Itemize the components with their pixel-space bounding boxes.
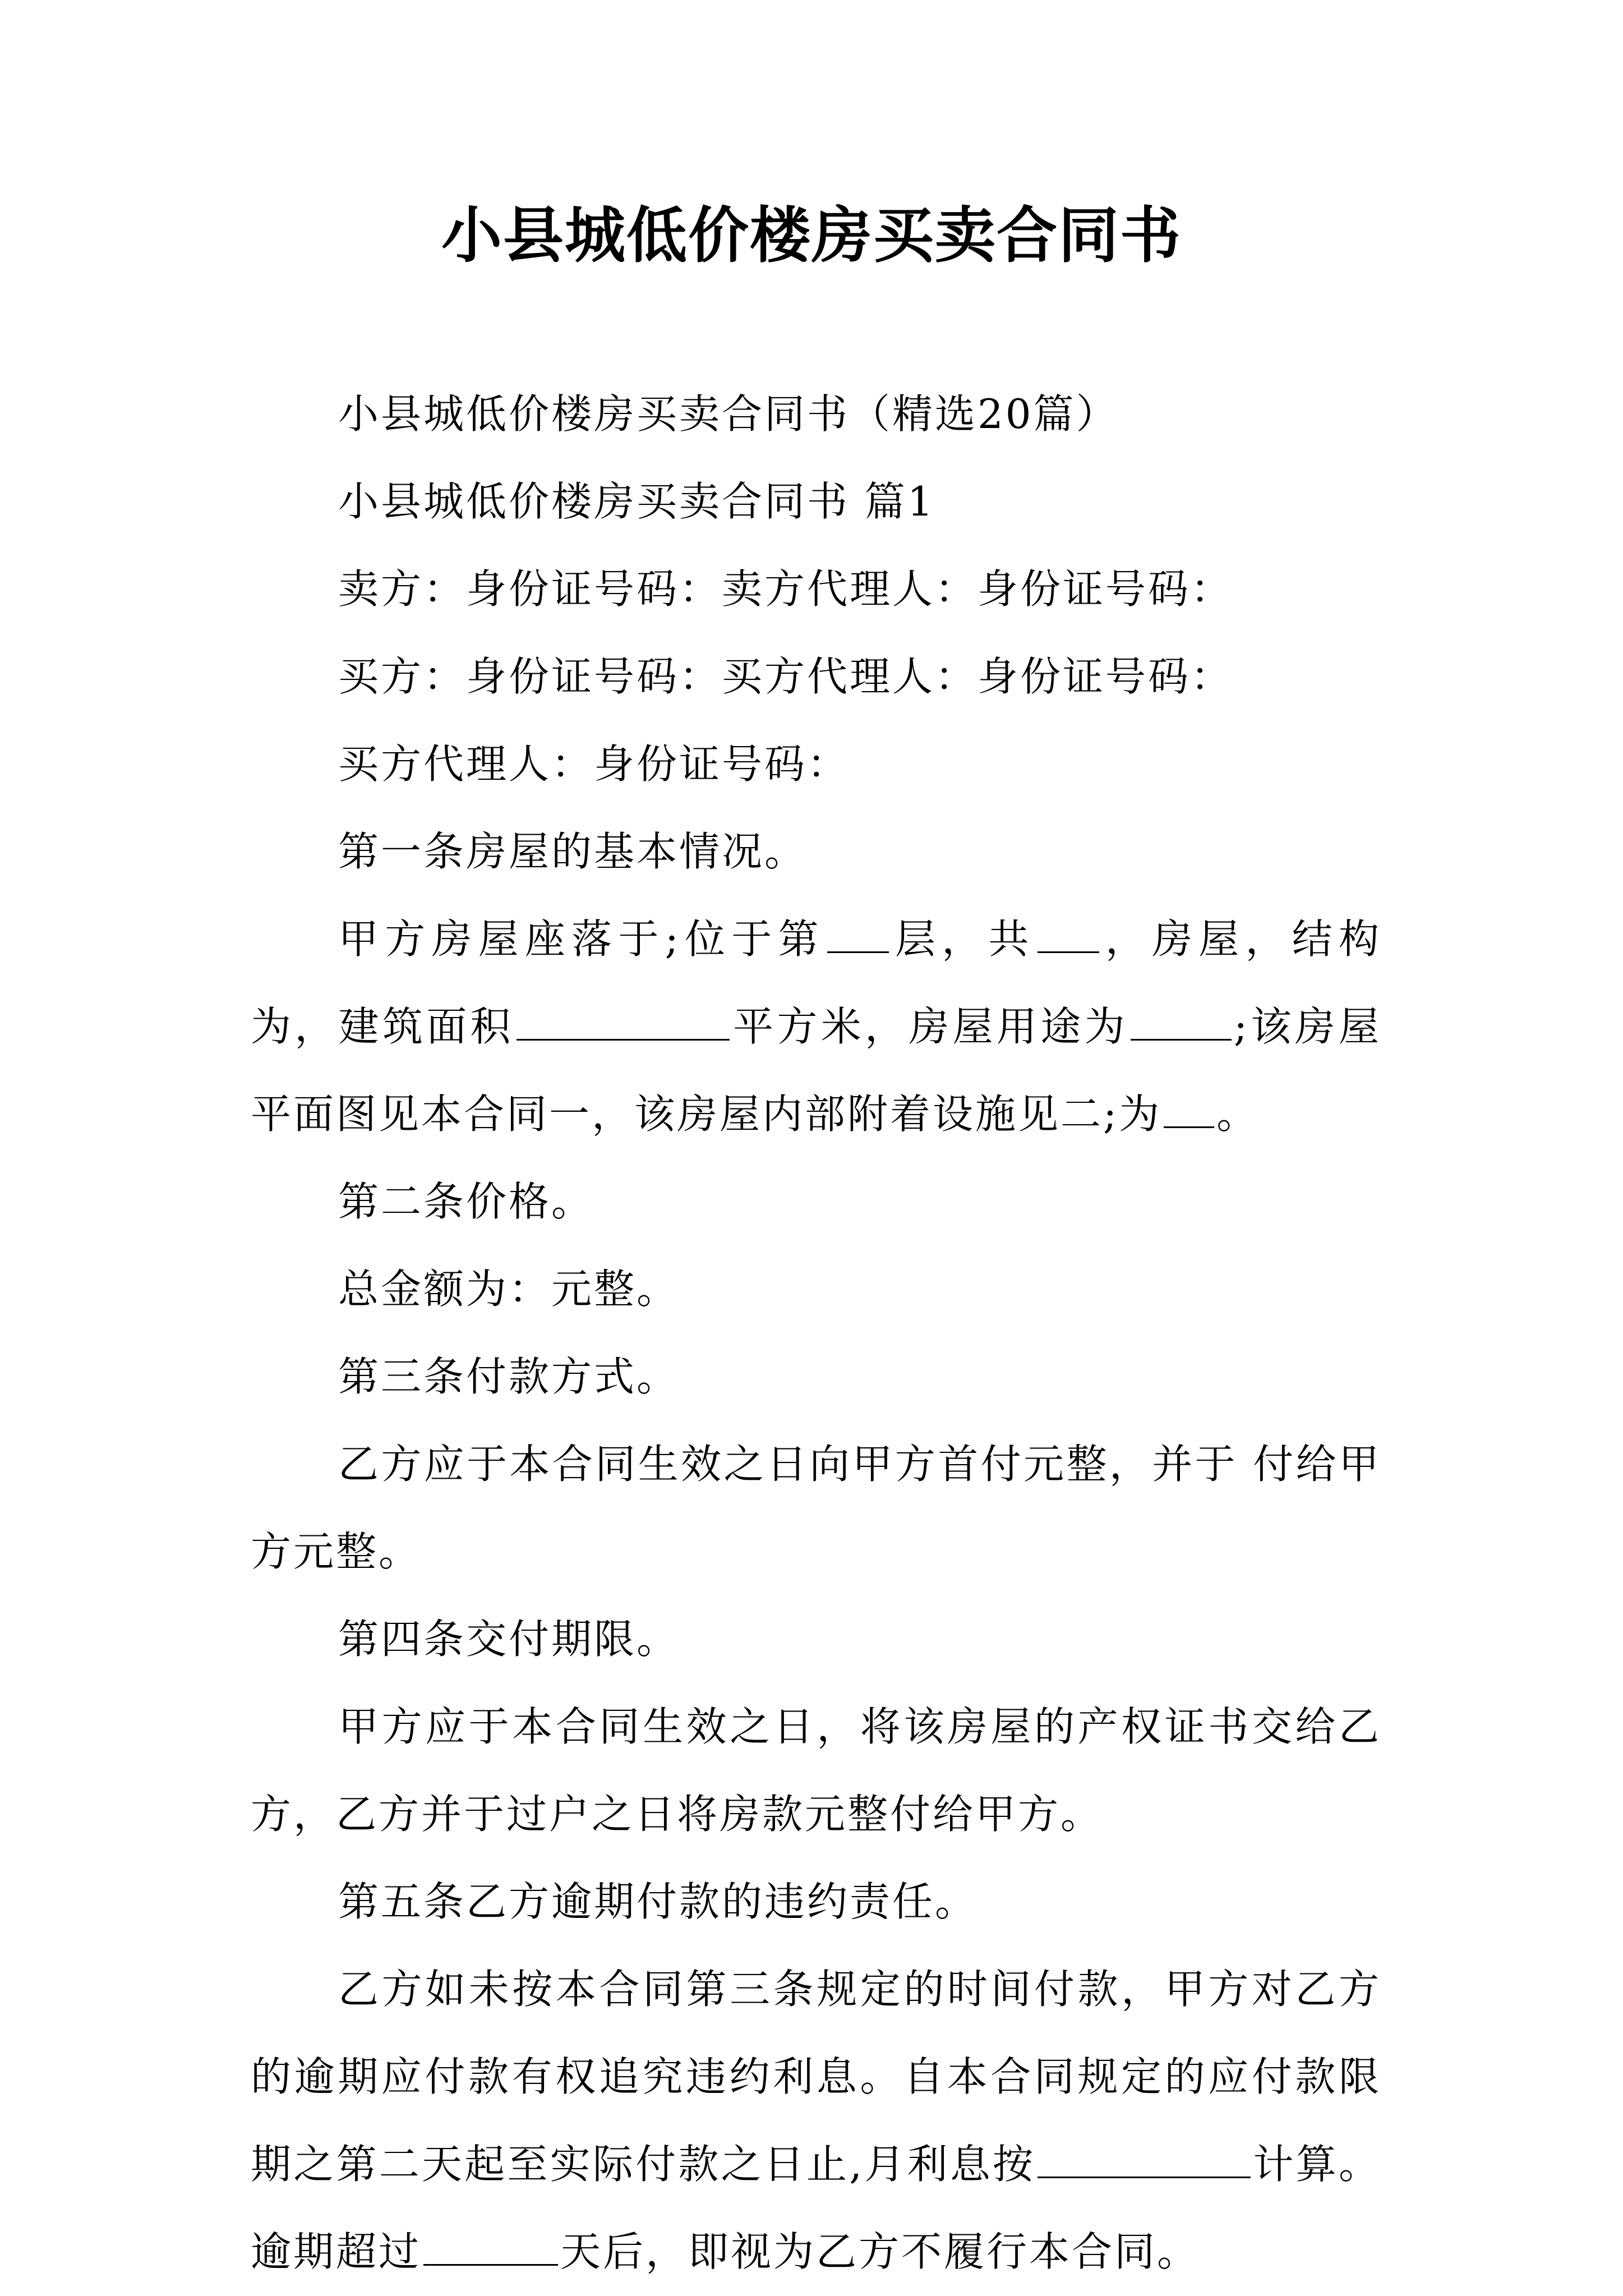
paragraph-article-2-heading: 第二条价格。 [338, 1178, 594, 1225]
fill-in-blank-overdue-days [423, 2229, 558, 2266]
document-title: 小县城低价楼房买卖合同书 [441, 200, 1182, 271]
paragraph-article-4-heading: 第四条交付期限。 [338, 1616, 680, 1663]
paragraph-buyer-info: 买方：身份证号码：买方代理人：身份证号码： [338, 653, 1234, 700]
paragraph-article-3-heading: 第三条付款方式。 [338, 1353, 680, 1400]
fill-in-blank-other [1164, 1092, 1214, 1128]
paragraph-article-4-body: 甲方应于本合同生效之日，将该房屋的产权证书交给乙方，乙方并于过户之日将房款元整付给甲方。 [251, 1703, 1381, 1838]
text-segment: 甲方房屋座落于;位于第 [338, 915, 825, 963]
fill-in-blank-floor [827, 917, 889, 953]
paragraph-section-heading: 小县城低价楼房买卖合同书 篇1 [338, 478, 935, 525]
text-segment: 层，共 [891, 915, 1035, 963]
text-segment: 天后，即视为乙方不履行本合同。 [560, 2228, 1200, 2275]
paragraph-subtitle: 小县城低价楼房买卖合同书（精选20篇） [338, 390, 1119, 438]
paragraph-article-1-heading: 第一条房屋的基本情况。 [338, 828, 808, 875]
text-segment: ，房屋，结构为，建筑面积 [251, 915, 1381, 1050]
paragraph-article-3-body: 乙方应于本合同生效之日向甲方首付元整，并于 付给甲方元整。 [251, 1441, 1381, 1575]
document-body [251, 370, 1381, 2295]
text-segment: ;该房屋平面图见本合同一，该房屋内部附着设施见二;为 [251, 1003, 1381, 1138]
fill-in-blank-interest-rate [1038, 2142, 1251, 2178]
paragraph-buyer-agent-info: 买方代理人：身份证号码： [338, 740, 850, 788]
paragraph-seller-info: 卖方：身份证号码：卖方代理人：身份证号码： [338, 565, 1234, 613]
text-segment: 乙方如未按本合同第三条规定的时间付款，甲方对乙方的逾期应付款有权追究违约利息。自本合同规定的应付款限期之第二天起至实际付款之日止,月利息按 [251, 1966, 1381, 2188]
text-segment: 。 [1216, 1091, 1260, 1138]
paragraph-article-1-body [251, 895, 1381, 1158]
paragraph-article-5-body [251, 1945, 1381, 2295]
fill-in-blank-usage [1131, 1004, 1232, 1041]
paragraph-article-5-heading: 第五条乙方逾期付款的违约责任。 [338, 1878, 978, 1925]
text-segment: 计算。逾期超过 [251, 2141, 1381, 2275]
fill-in-blank-total-floors [1038, 917, 1099, 953]
text-segment: 平方米，房屋用途为 [731, 1003, 1128, 1050]
fill-in-blank-area [517, 1004, 730, 1041]
paragraph-total-amount: 总金额为：元整。 [338, 1266, 680, 1313]
